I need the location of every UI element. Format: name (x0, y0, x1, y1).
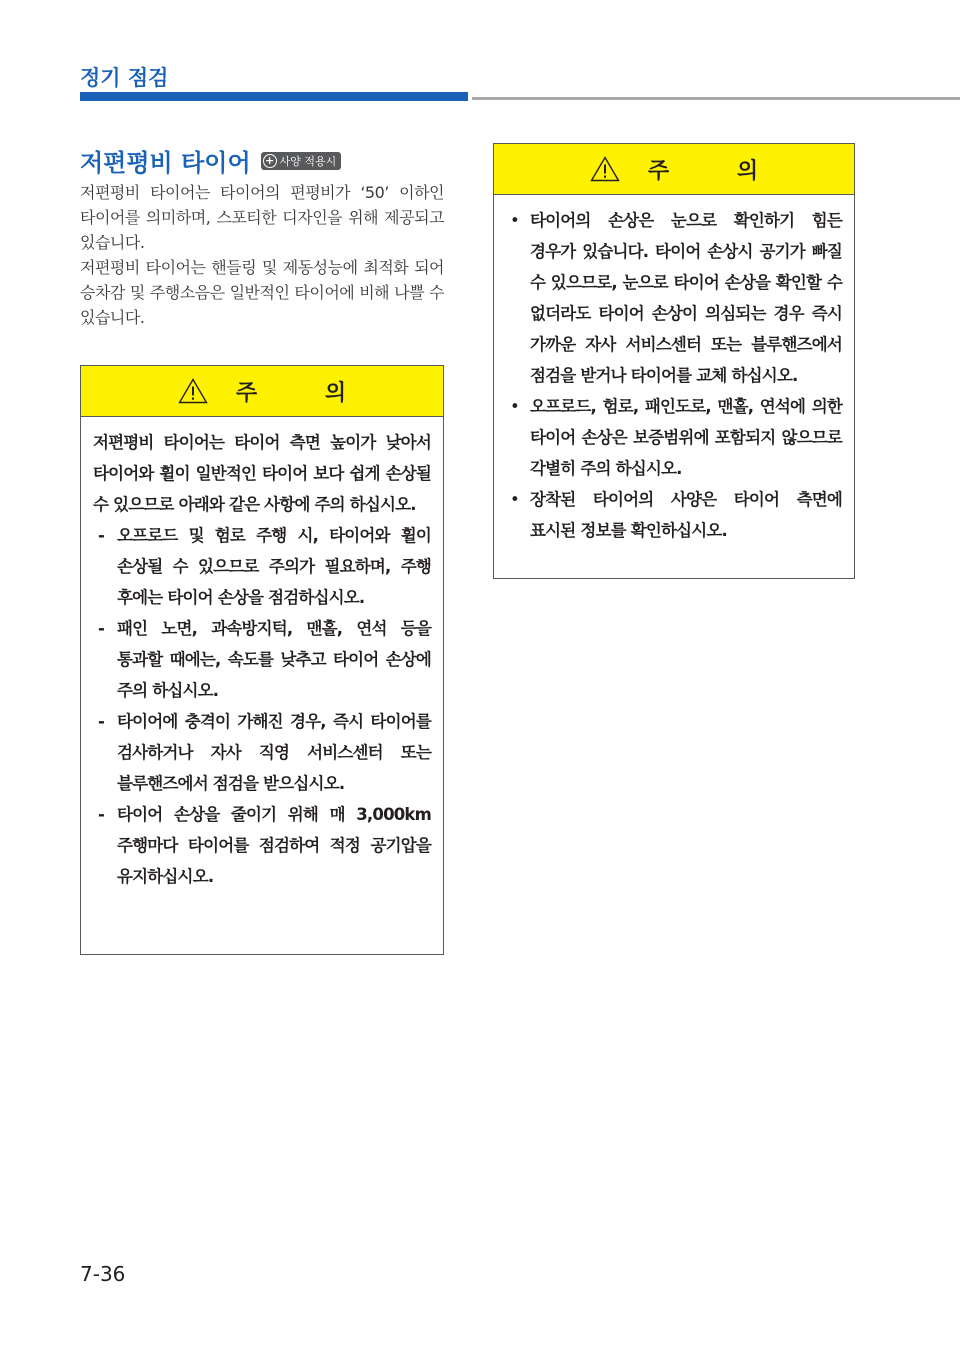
header-bar-gray (472, 97, 960, 100)
caution-label: 주 의 (647, 158, 789, 184)
caution-list (93, 520, 431, 892)
caution-box-right (493, 143, 855, 579)
list-item: • 오프로드, 험로, 패인도로, 맨홀, 연석에 의한 타이어 손상은 보증범위에 포함되지 않으므로 각별히 주의 하십시오. (506, 391, 842, 484)
caution-list (506, 205, 842, 546)
body-paragraph: 저편평비 타이어는 핸들링 및 제동성능에 최적화 되어 승차감 및 주행소음은 일반적인 타이어에 비해 나쁠 수 있습니다. (80, 258, 444, 327)
spec-badge-label: 사양 적용시 (279, 154, 337, 168)
caution-header (494, 144, 854, 195)
caution-body (81, 417, 443, 892)
section-title-text: 저편평비 타이어 (80, 149, 251, 177)
list-item: - 패인 노면, 과속방지턱, 맨홀, 연석 등을 통과할 때에는, 속도를 낮추고 타이어 손상에 주의 하십시오. (93, 613, 431, 706)
plus-circle-icon: + (263, 154, 277, 168)
caution-intro: 저편평비 타이어는 타이어 측면 높이가 낮아서 타이어와 휠이 일반적인 타이어 보다 쉽게 손상될 수 있으므로 아래와 같은 사항에 주의 하십시오. (93, 433, 431, 514)
warning-triangle-icon (590, 156, 620, 182)
body-paragraph: 저편평비 타이어는 타이어의 편평비가 ‘50’ 이하인 타이어를 의미하며, 스포티한 디자인을 위해 제공되고 있습니다. (80, 183, 444, 252)
spec-badge (261, 152, 342, 170)
page-number: 7-36 (80, 1262, 126, 1286)
body-text (80, 180, 444, 330)
list-item: - 오프로드 및 험로 주행 시, 타이어와 휠이 손상될 수 있으므로 주의가 필요하며, 주행 후에는 타이어 손상을 점검하십시오. (93, 520, 431, 613)
list-item: • 장착된 타이어의 사양은 타이어 측면에 표시된 정보를 확인하십시오. (506, 484, 842, 546)
warning-triangle-icon (178, 378, 208, 404)
list-item: - 타이어 손상을 줄이기 위해 매 3,000km 주행마다 타이어를 점검하여 적정 공기압을 유지하십시오. (93, 799, 431, 892)
header-bar-blue (80, 92, 468, 101)
caution-header (81, 366, 443, 417)
header-title: 정기 점검 (80, 66, 169, 90)
caution-body (494, 195, 854, 546)
caution-label: 주 의 (235, 380, 377, 406)
section-title (80, 143, 341, 178)
caution-box-left (80, 365, 444, 955)
list-item: • 타이어의 손상은 눈으로 확인하기 힘든 경우가 있습니다. 타이어 손상시 공기가 빠질 수 있으므로, 눈으로 타이어 손상을 확인할 수 없더라도 타이어 손상이 의심되는 경우 즉시 가까운 자사 서비스센터 또는 블루핸즈에서 점검을 받거나 타이어를 교체 하십시오. (506, 205, 842, 391)
list-item: - 타이어에 충격이 가해진 경우, 즉시 타이어를 검사하거나 자사 직영 서비스센터 또는 블루핸즈에서 점검을 받으십시오. (93, 706, 431, 799)
